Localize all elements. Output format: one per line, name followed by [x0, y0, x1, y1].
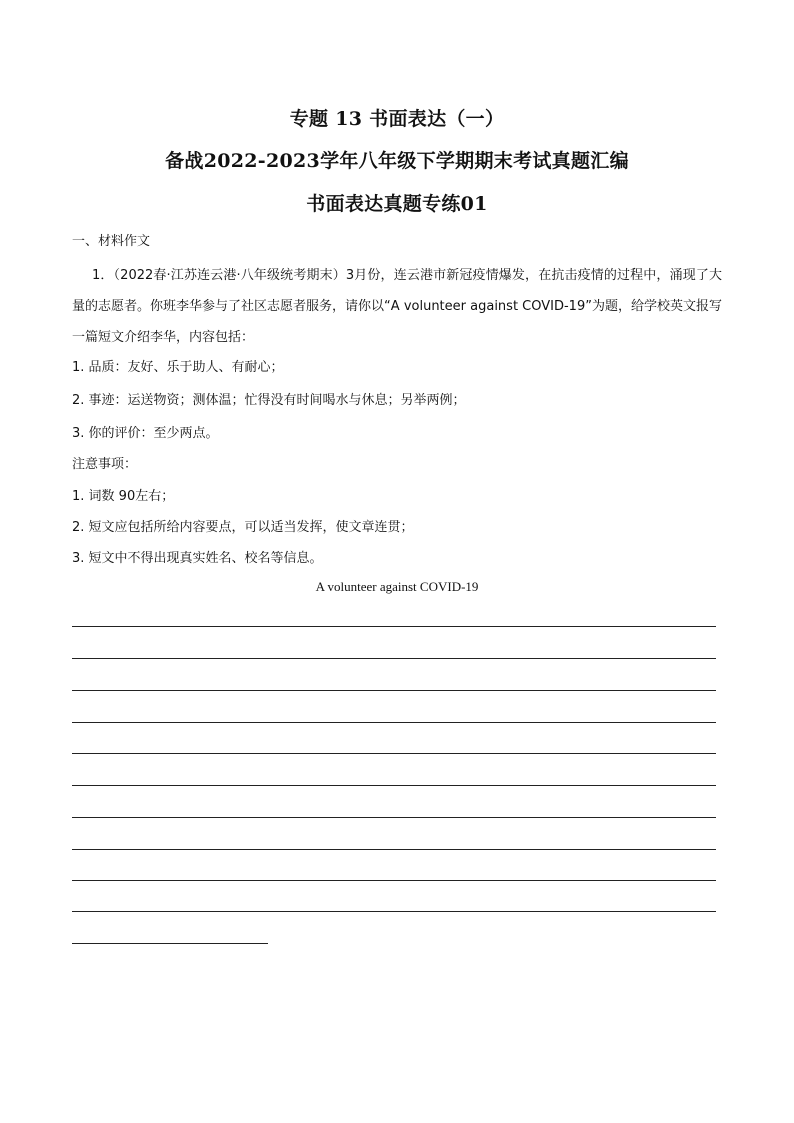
answer-line	[72, 880, 716, 881]
answer-line	[72, 849, 716, 850]
answer-line	[72, 658, 716, 659]
essay-title: A volunteer against COVID-19	[315, 579, 479, 594]
section-heading: 一、材料作文	[72, 234, 151, 249]
content-point-1: 1. 品质：友好、乐于助人、有耐心；	[72, 360, 284, 375]
title-practice: 书面表达真题专练01	[306, 193, 488, 215]
answer-line	[72, 722, 716, 723]
note-3: 3. 短文中不得出现真实姓名、校名等信息。	[72, 551, 323, 566]
answer-line	[72, 911, 716, 912]
content-point-2: 2. 事迹：运送物资；测体温；忙得没有时间喝水与休息；另举两例；	[72, 393, 466, 408]
answer-line	[72, 753, 716, 754]
note-2: 2. 短文应包括所给内容要点，可以适当发挥，使文章连贯；	[72, 520, 414, 535]
answer-line-short	[72, 943, 268, 944]
answer-line	[72, 785, 716, 786]
title-topic: 专题 13 书面表达（一）	[289, 108, 505, 130]
answer-line	[72, 817, 716, 818]
answer-line	[72, 626, 716, 627]
question-prompt: 1．（2022春·江苏连云港·八年级统考期末）3月份，连云港市新冠疫情爆发，在抗击疫情的过程中，涌现了大量的志愿者。你班李华参与了社区志愿者服务，请你以“A volunteer against COVID-19”为题，给学校英文报写一篇短文介绍李华，内容包括：	[72, 268, 722, 345]
notes-heading: 注意事项：	[72, 457, 138, 472]
content-point-3: 3. 你的评价：至少两点。	[72, 426, 219, 441]
answer-line	[72, 690, 716, 691]
note-1: 1. 词数 90左右；	[72, 489, 175, 504]
title-collection: 备战2022-2023学年八年级下学期期末考试真题汇编	[165, 150, 629, 172]
